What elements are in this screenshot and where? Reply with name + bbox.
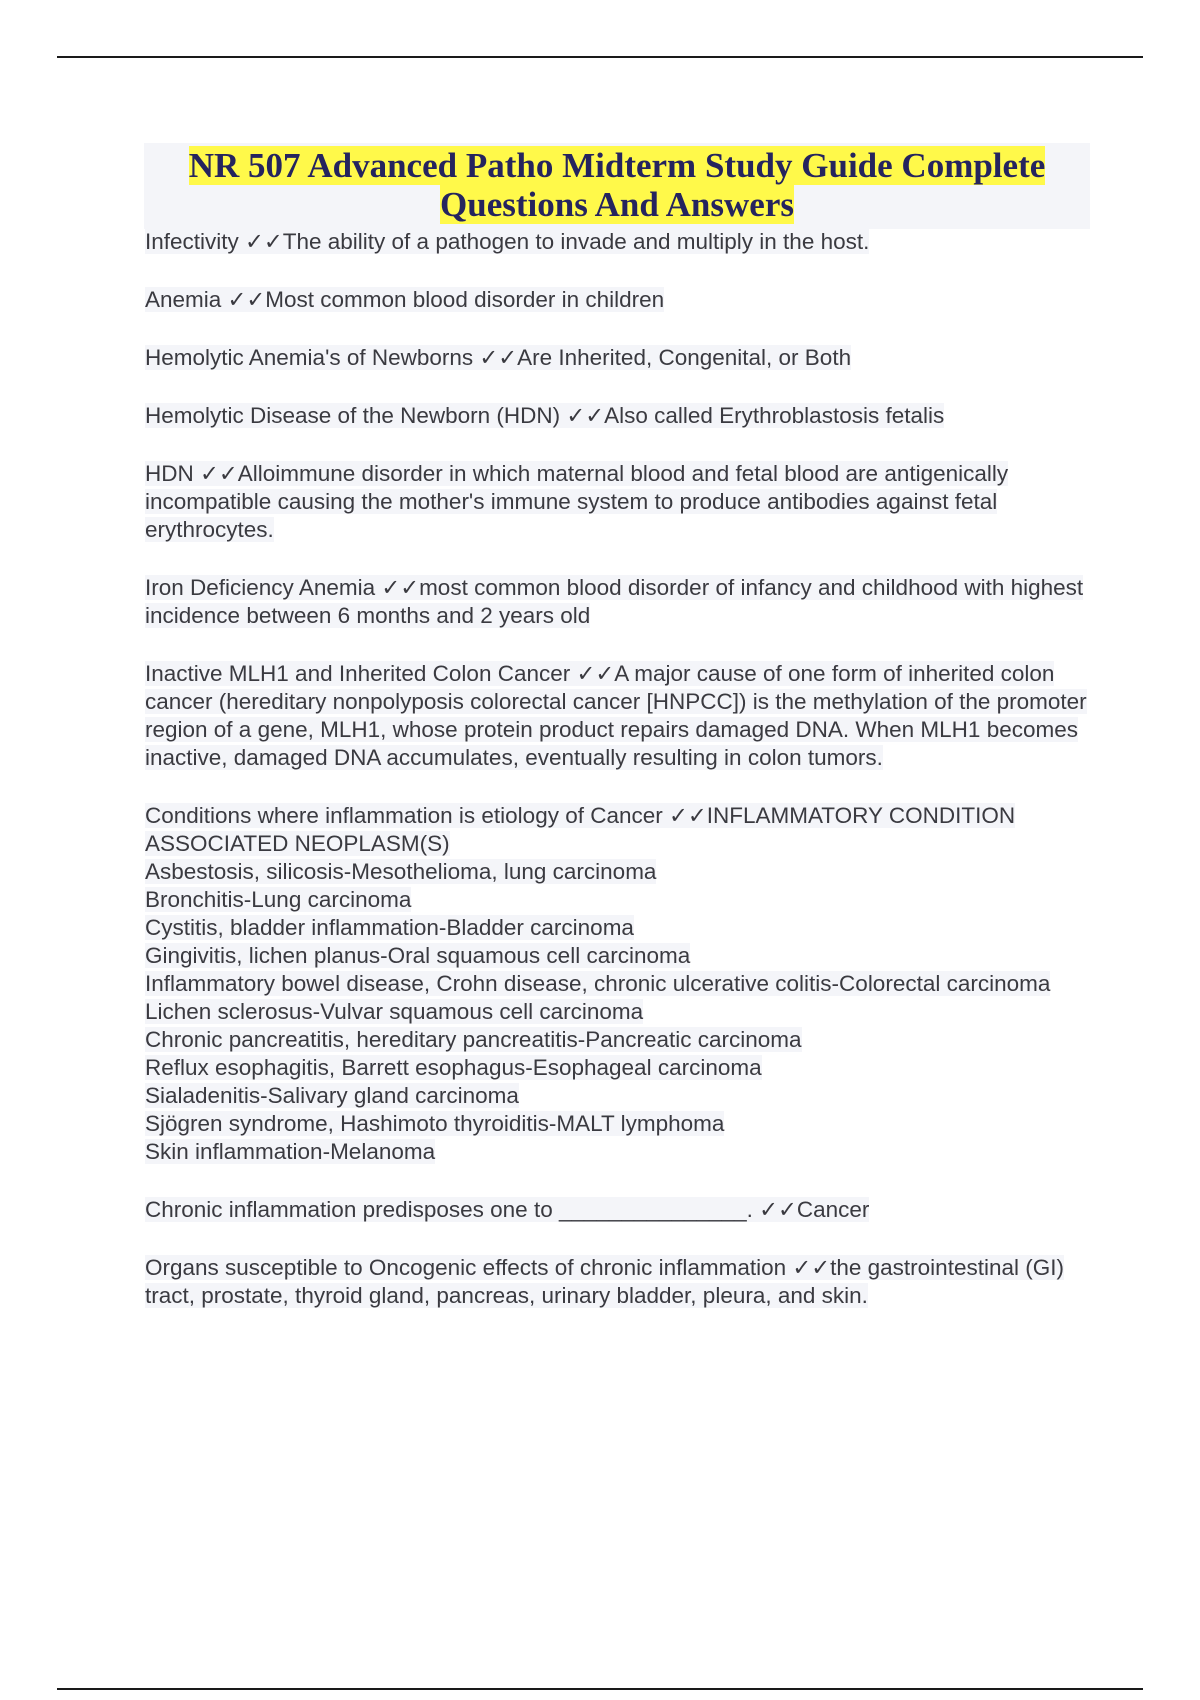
condition-line: Sialadenitis-Salivary gland carcinoma — [145, 1083, 519, 1108]
bottom-rule — [57, 1688, 1143, 1690]
qa-entry-mlh1: Inactive MLH1 and Inherited Colon Cancer ✓✓A major cause of one form of inherited colon cancer (hereditary nonpolyposis colorectal cancer [HNPCC]) is the methylation of the promoter region of a gene, MLH1, whose protein product repairs damaged DNA. When MLH1 becomes inactive, damaged DNA accumulates, eventually resulting in colon tumors. — [145, 661, 1087, 770]
condition-line: Sjögren syndrome, Hashimoto thyroiditis-MALT lymphoma — [145, 1111, 725, 1136]
condition-line: Bronchitis-Lung carcinoma — [145, 887, 412, 912]
qa-entry-anemia: Anemia ✓✓Most common blood disorder in children — [145, 287, 665, 312]
condition-line: Asbestosis, silicosis-Mesothelioma, lung carcinoma — [145, 859, 657, 884]
qa-entry-inflammation-conditions — [145, 802, 1090, 1166]
condition-line: Cystitis, bladder inflammation-Bladder carcinoma — [145, 915, 634, 940]
condition-line: Reflux esophagitis, Barrett esophagus-Esophageal carcinoma — [145, 1055, 762, 1080]
title-line-1: NR 507 Advanced Patho Midterm Study Guide Complete — [188, 146, 1046, 185]
qa-entry-chronic-inflammation: Chronic inflammation predisposes one to _______________. ✓✓Cancer — [145, 1197, 870, 1222]
page-title — [144, 143, 1090, 224]
conditions-heading: Conditions where inflammation is etiology of Cancer ✓✓INFLAMMATORY CONDITION ASSOCIATED NEOPLASM(S) — [145, 803, 1016, 856]
qa-entry-hdn-definition: HDN ✓✓Alloimmune disorder in which maternal blood and fetal blood are antigenically incompatible causing the mother's immune system to produce antibodies against fetal erythrocytes. — [145, 461, 1009, 542]
qa-entry-oncogenic-organs: Organs susceptible to Oncogenic effects of chronic inflammation ✓✓the gastrointestinal (GI) tract, prostate, thyroid gland, pancreas, urinary bladder, pleura, and skin. — [145, 1255, 1064, 1308]
title-line-2: Questions And Answers — [440, 185, 794, 224]
condition-line: Lichen sclerosus-Vulvar squamous cell carcinoma — [145, 999, 644, 1024]
study-guide-content — [145, 228, 1090, 1340]
condition-line: Gingivitis, lichen planus-Oral squamous cell carcinoma — [145, 943, 691, 968]
qa-entry-hdn: Hemolytic Disease of the Newborn (HDN) ✓✓Also called Erythroblastosis fetalis — [145, 403, 945, 428]
title-block — [144, 143, 1090, 229]
condition-line: Skin inflammation-Melanoma — [145, 1139, 436, 1164]
qa-entry-infectivity: Infectivity ✓✓The ability of a pathogen to invade and multiply in the host. — [145, 229, 870, 254]
condition-line: Chronic pancreatitis, hereditary pancreatitis-Pancreatic carcinoma — [145, 1027, 802, 1052]
top-rule — [57, 56, 1143, 58]
condition-line: Inflammatory bowel disease, Crohn disease, chronic ulcerative colitis-Colorectal carcinoma — [145, 971, 1051, 996]
qa-entry-iron-deficiency: Iron Deficiency Anemia ✓✓most common blood disorder of infancy and childhood with highest incidence between 6 months and 2 years old — [145, 575, 1084, 628]
qa-entry-hemolytic-anemias: Hemolytic Anemia's of Newborns ✓✓Are Inherited, Congenital, or Both — [145, 345, 852, 370]
